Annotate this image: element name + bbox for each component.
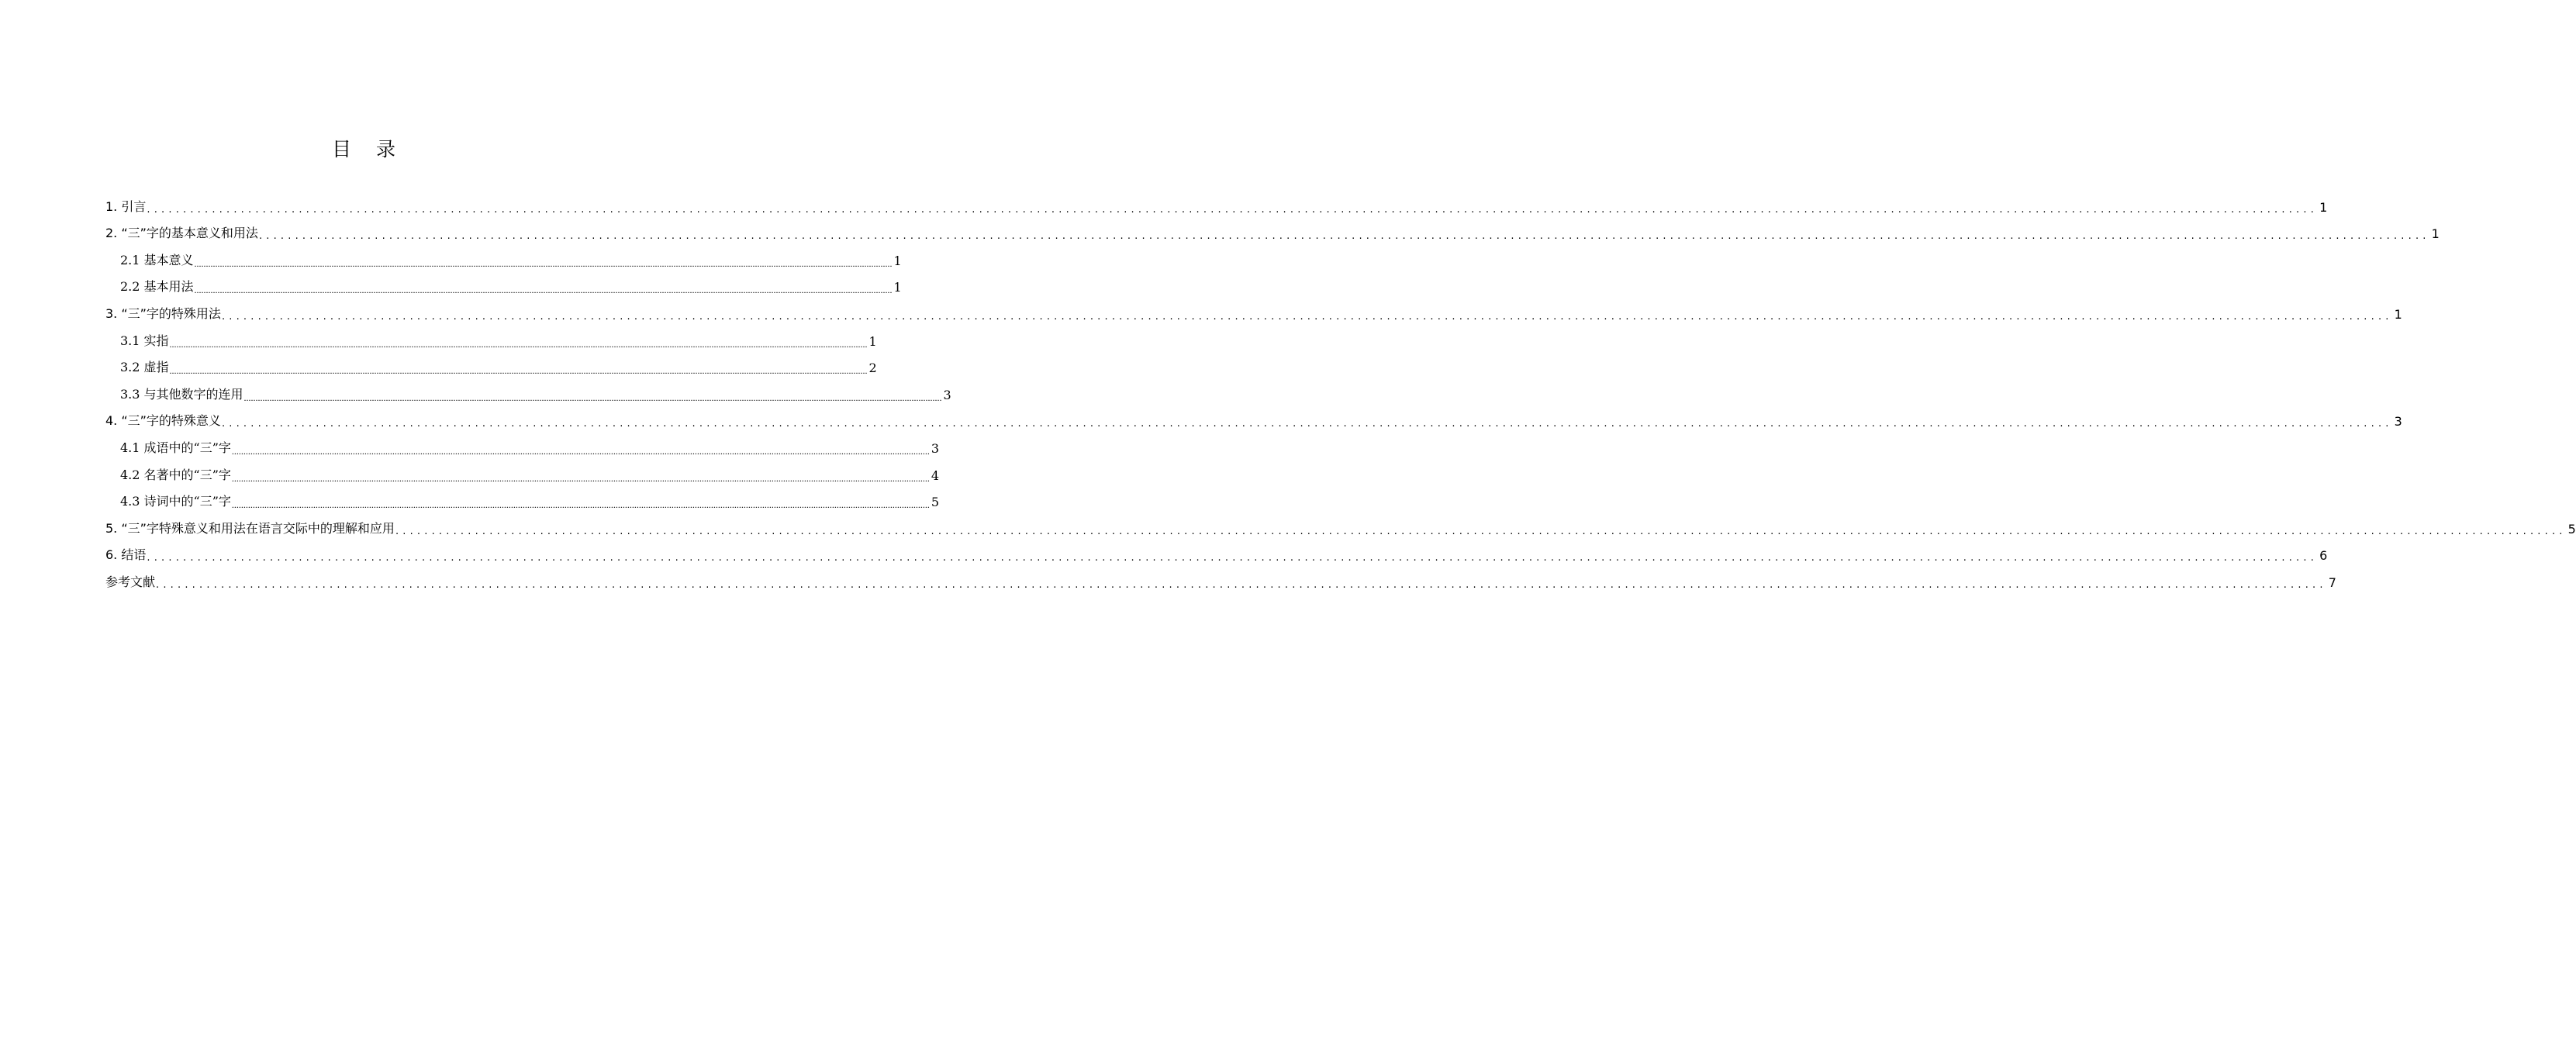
toc-entry-label: 3. “三”字的特殊用法 <box>105 305 221 321</box>
toc-entry[interactable] <box>105 191 2328 218</box>
dot-leader: ............................................................................................................................................................................................................................................................................................................ <box>156 578 2327 591</box>
toc-entry-label: 1. 引言 <box>105 198 147 214</box>
dot-leader: ............................................................................................................................................................................................................................................................................................................ <box>221 310 2393 323</box>
toc-entry[interactable] <box>105 405 2402 433</box>
toc-entry-page-number: 1 <box>2319 199 2328 215</box>
toc-entry[interactable] <box>105 566 2336 593</box>
toc-entry-page-number: 5 <box>931 495 940 510</box>
toc-entry-page-number: 4 <box>931 468 940 483</box>
toc-entry-label: 6. 结语 <box>105 547 147 563</box>
toc-entry-label: 5. “三”字特殊意义和用法在语言交际中的理解和应用 <box>105 520 395 536</box>
dot-leader: ............................................................................................................................................................................................................................................................................................................ <box>169 338 868 350</box>
toc-entry-page-number: 1 <box>2394 306 2402 322</box>
toc-entry-label: 4.1 成语中的“三”字 <box>120 440 231 455</box>
toc-entry-label: 2. “三”字的基本意义和用法 <box>105 226 258 241</box>
toc-entry[interactable] <box>105 298 2402 325</box>
dot-leader: ............................................................................................................................................................................................................................................................................................................ <box>231 499 930 511</box>
dot-leader: ............................................................................................................................................................................................................................................................................................................ <box>147 552 2319 564</box>
dot-leader: ............................................................................................................................................................................................................................................................................................................ <box>194 285 893 296</box>
toc-entry[interactable] <box>105 378 951 405</box>
toc-title: 目 录 <box>332 138 405 160</box>
toc-entry-page-number: 2 <box>868 361 877 376</box>
toc-entry-label: 2.1 基本意义 <box>120 252 194 267</box>
toc-entry[interactable] <box>105 486 940 513</box>
toc-entry-page-number: 6 <box>2319 548 2328 564</box>
toc-entry-label: 3.3 与其他数字的连用 <box>120 386 243 402</box>
toc-entry[interactable] <box>105 325 877 352</box>
toc-entry[interactable] <box>105 512 2576 540</box>
toc-entry-label: 2.2 基本用法 <box>120 279 194 295</box>
toc-entry[interactable] <box>105 244 902 271</box>
toc-entry-label: 参考文献 <box>105 574 156 589</box>
toc-entry-page-number: 1 <box>893 253 902 268</box>
dot-leader: ............................................................................................................................................................................................................................................................................................................ <box>169 365 868 377</box>
toc-entry[interactable] <box>105 432 940 459</box>
dot-leader: ............................................................................................................................................................................................................................................................................................................ <box>395 525 2567 537</box>
toc-entry-label: 4.3 诗词中的“三”字 <box>120 494 231 509</box>
toc-entry-label: 3.1 实指 <box>120 333 169 348</box>
dot-leader: ............................................................................................................................................................................................................................................................................................................ <box>194 257 893 269</box>
toc-entry-page-number: 3 <box>943 387 951 402</box>
toc-entry-page-number: 3 <box>931 440 940 456</box>
toc-entry-page-number: 7 <box>2328 574 2336 590</box>
dot-leader: ............................................................................................................................................................................................................................................................................................................ <box>221 418 2393 430</box>
toc-entry-page-number: 1 <box>868 333 877 349</box>
toc-entry[interactable] <box>105 271 902 298</box>
toc-entry[interactable] <box>105 218 2440 245</box>
toc-entry-page-number: 1 <box>893 280 902 295</box>
dot-leader: ............................................................................................................................................................................................................................................................................................................ <box>147 203 2319 216</box>
toc-entry-page-number: 1 <box>2431 226 2440 242</box>
toc-entry[interactable] <box>105 352 877 379</box>
toc-entry-label: 4.2 名著中的“三”字 <box>120 467 231 482</box>
toc-entry-label: 3.2 虚指 <box>120 360 169 375</box>
toc-entry[interactable] <box>105 459 940 486</box>
dot-leader: ............................................................................................................................................................................................................................................................................................................ <box>258 230 2430 243</box>
toc-entry-label: 4. “三”字的特殊意义 <box>105 413 221 429</box>
toc-entry[interactable] <box>105 540 2328 567</box>
dot-leader: ............................................................................................................................................................................................................................................................................................................ <box>231 445 930 457</box>
toc-entry-page-number: 5 <box>2567 521 2576 537</box>
dot-leader: ............................................................................................................................................................................................................................................................................................................ <box>243 392 942 403</box>
toc-list <box>105 191 2576 593</box>
toc-entry-page-number: 3 <box>2394 414 2402 430</box>
dot-leader: ............................................................................................................................................................................................................................................................................................................ <box>231 472 930 484</box>
